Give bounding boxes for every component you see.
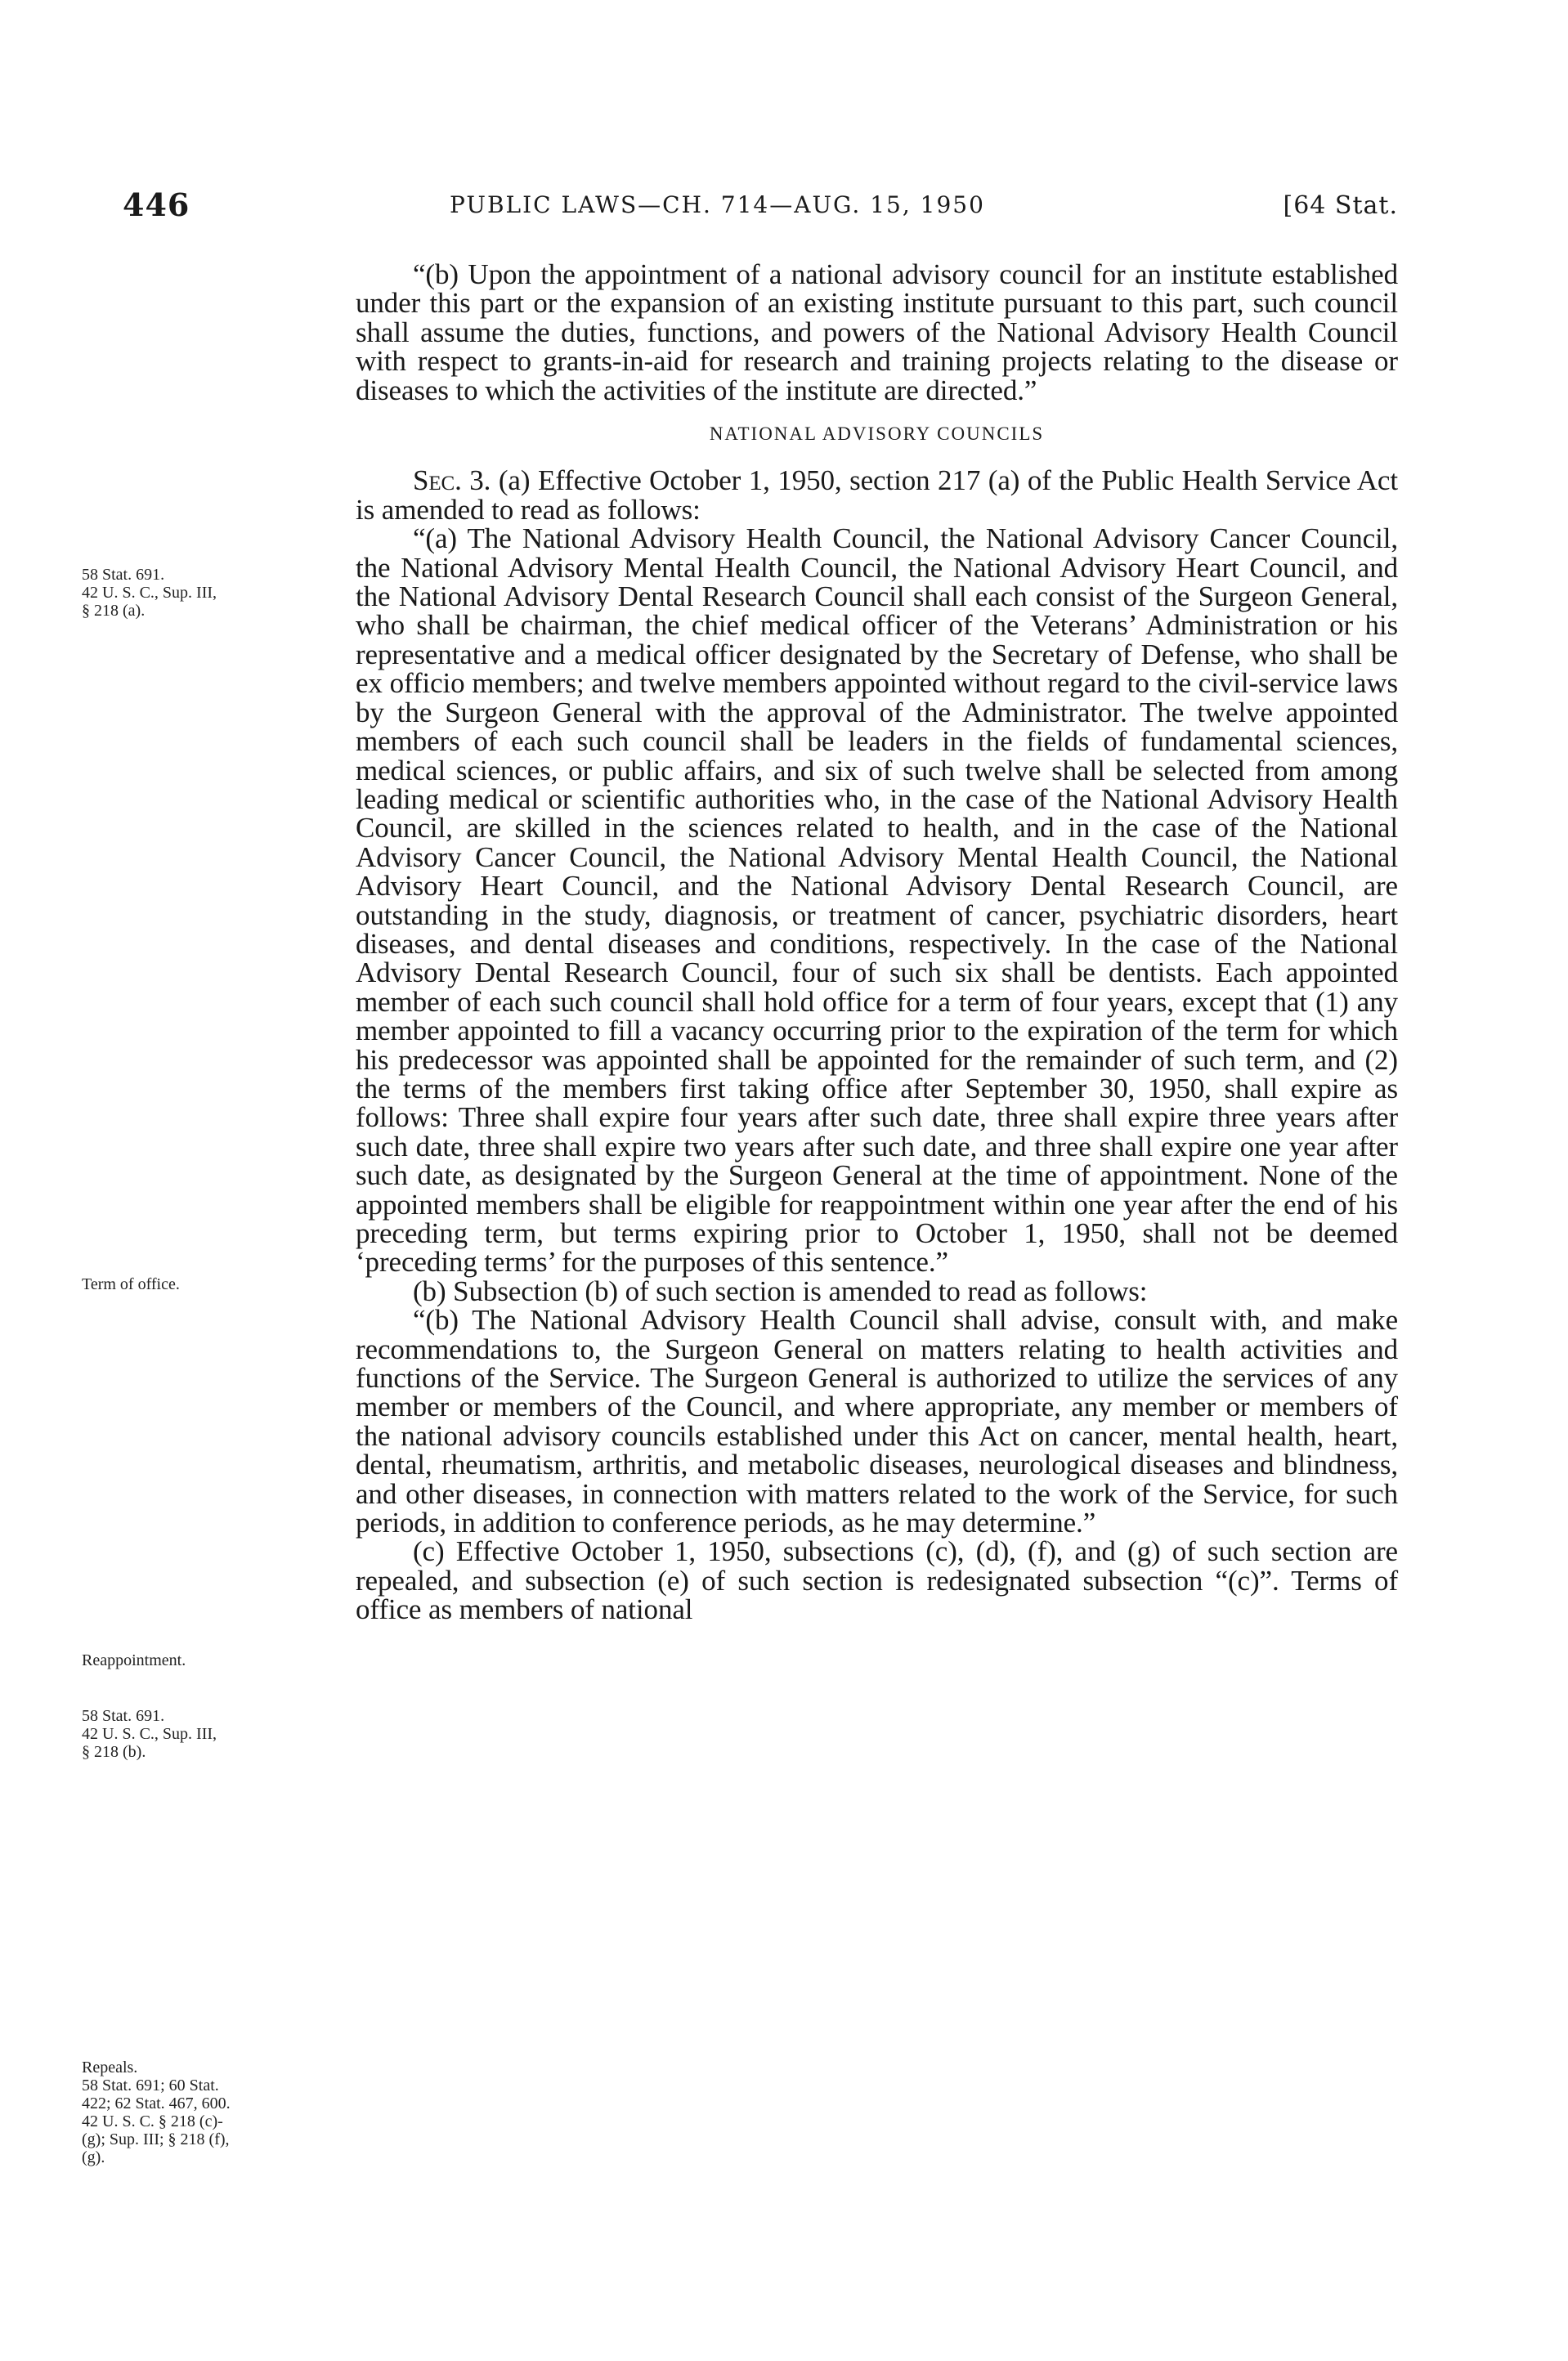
margin-note-line: 58 Stat. 691. bbox=[82, 566, 165, 584]
margin-note-line: (g); Sup. III; § 218 (f), bbox=[82, 2130, 230, 2148]
margin-note-line: Repeals. bbox=[82, 2059, 138, 2077]
margin-note-line: 42 U. S. C., Sup. III, bbox=[82, 1725, 217, 1743]
paragraph-quote-b: “(b) The National Advisory Health Council shall advise, consult with, and make recommendations to, the Surgeon General on matters relating to health activities and functions of the Service. The Surgeon General is authorized to utilize the services of any member or members of the Council, and where appropriate, any member or members of the national advisory councils established under this Act on cancer, mental health, heart, dental, rheumatism, arthritis, and metabolic diseases, neurological diseases and blindness, and other diseases, in connection with matters related to the work of the Service, for such periods, in addition to conference periods, as he may determine.” bbox=[356, 1304, 1398, 1539]
margin-note-line: Term of office. bbox=[82, 1275, 180, 1293]
margin-note-citation-218a bbox=[82, 566, 262, 620]
paragraph-b-institute-council: “(b) Upon the appointment of a national advisory council for an institute established under this part or the expansion of an existing institute pursuant to this part, such council shall assume the duties, functions, and powers of the National Advisory Health Council with respect to grants-in-aid for research and training projects relating to the disease or diseases to which the activities of the institute are directed.” bbox=[356, 258, 1398, 406]
paragraph-sec3-c: (c) Effective October 1, 1950, subsections (c), (d), (f), and (g) of such section are repealed, and subsection (e) of such section is redesignated subsection “(c)”. Terms of office as members of national bbox=[356, 1535, 1398, 1626]
section-label: Sec. 3. bbox=[413, 464, 491, 497]
margin-note-line: Reappointment. bbox=[82, 1651, 186, 1669]
paragraph-sec3-b: (b) Subsection (b) of such section is amended to read as follows: bbox=[413, 1275, 1148, 1307]
page-number: 446 bbox=[123, 186, 190, 223]
margin-note-reappointment bbox=[82, 1651, 262, 1669]
margin-note-citation-218b bbox=[82, 1707, 262, 1761]
running-header bbox=[123, 186, 1398, 227]
running-title: PUBLIC LAWS—CH. 714—AUG. 15, 1950 bbox=[450, 191, 985, 218]
margin-note-term-of-office bbox=[82, 1275, 262, 1293]
margin-note-repeals bbox=[82, 2059, 262, 2166]
sec3-a-text: (a) Effective October 1, 1950, section 217 (a) of the Public Health Service Act is amended to read as follows: bbox=[356, 464, 1398, 526]
margin-note-line: (g). bbox=[82, 2148, 105, 2166]
paragraph-quote-a: “(a) The National Advisory Health Council, the National Advisory Cancer Council, the National Advisory Mental Health Council, the National Advisory Heart Council, and the National Advisory Dental Research Council shall each consist of the Surgeon General, who shall be chairman, the chief medical officer of the Veterans’ Administration or his representative and a medical officer designated by the Secretary of Defense, who shall be ex officio members; and twelve members appointed without regard to the civil-service laws by the Surgeon General with the approval of the Administrator. The twelve appointed members of each such council shall be leaders in the fields of fundamental sciences, medical sciences, or public affairs, and six of such twelve shall be selected from among leading medical or scientific authorities who, in the case of the National Advisory Health Council, are skilled in the sciences related to health, and in the case of the National Advisory Cancer Council, the National Advisory Mental Health Council, the National Advisory Heart Council, and the National Advisory Dental Research Council, are outstanding in the study, diagnosis, or treatment of cancer, psychiatric disorders, heart diseases, and dental diseases and conditions, respectively. In the case of the National Advisory Dental Research Council, four of such six shall be dentists. Each appointed member of each such council shall hold office for a term of four years, except that (1) any member appointed to fill a vacancy occurring prior to the expiration of the term for which his predecessor was appointed shall be appointed for the remainder of such term, and (2) the terms of the members first taking office after September 30, 1950, shall expire as follows: Three shall expire four years after such date, three shall expire three years after such date, three shall expire two years after such date, and three shall expire one year after such date, as designated by the Surgeon General at the time of appointment. None of the appointed members shall be eligible for reappointment within one year after the end of his preceding term, but terms expiring prior to October 1, 1950, shall not be deemed ‘preceding terms’ for the purposes of this sentence.” bbox=[356, 522, 1398, 1279]
statute-text bbox=[356, 260, 1398, 1624]
margin-note-line: 58 Stat. 691; 60 Stat. bbox=[82, 2077, 219, 2094]
margin-note-line: § 218 (b). bbox=[82, 1743, 146, 1761]
volume-reference: [64 Stat. bbox=[1283, 191, 1398, 220]
margin-note-line: 58 Stat. 691. bbox=[82, 1707, 165, 1725]
margin-note-line: 422; 62 Stat. 467, 600. bbox=[82, 2094, 231, 2112]
paragraph-sec3-a bbox=[356, 466, 1398, 524]
margin-note-line: 42 U. S. C. § 218 (c)- bbox=[82, 2112, 223, 2130]
margin-note-line: § 218 (a). bbox=[82, 602, 146, 620]
margin-note-line: 42 U. S. C., Sup. III, bbox=[82, 584, 217, 602]
section-heading: NATIONAL ADVISORY COUNCILS bbox=[709, 423, 1045, 445]
